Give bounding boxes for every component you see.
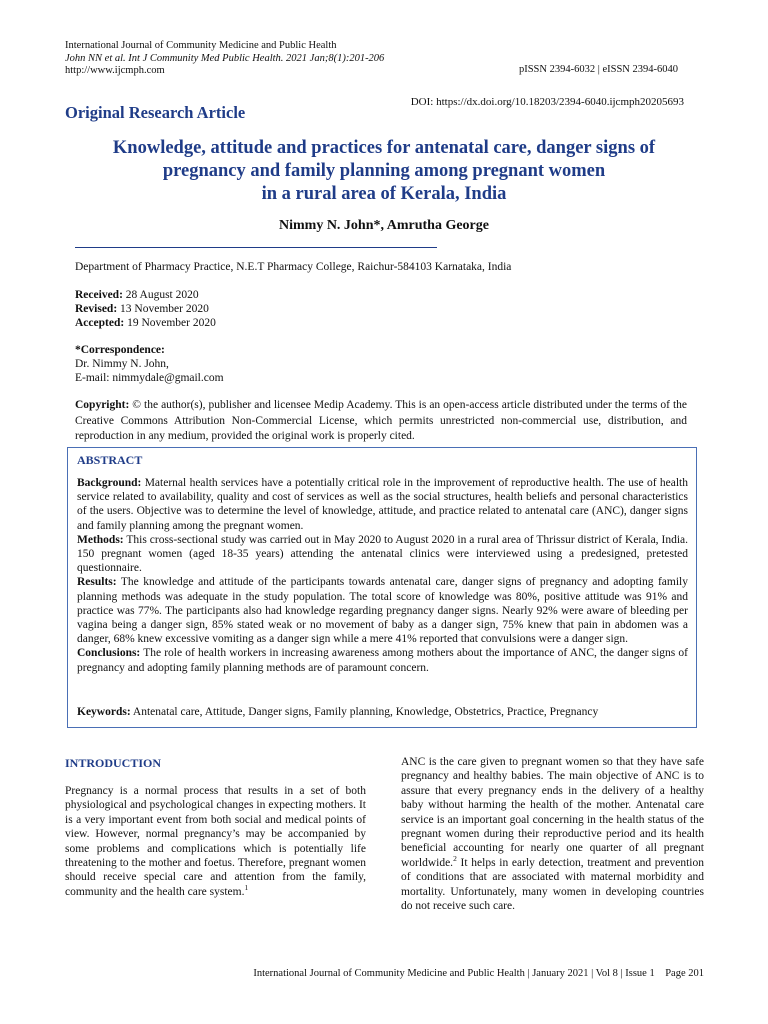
correspondence-email[interactable]: E-mail: nimmydale@gmail.com xyxy=(75,372,224,384)
article-title xyxy=(60,137,708,206)
authors: Nimmy N. John*, Amrutha George xyxy=(279,218,489,233)
abstract-background: Background: Maternal health services have a potentially critical role in the improvement of reproductive health. The use of health service related to availability, quality and cost of services as well as the social structures, health beliefs and personal characteristics of the users. Objective was to determine the level of knowledge, attitude, and practice related to antenatal care (ANC), danger signs and family planning among the pregnant women. xyxy=(77,477,688,532)
journal-name: International Journal of Community Medicine and Public Health xyxy=(65,40,337,51)
doi-link[interactable]: DOI: https://dx.doi.org/10.18203/2394-6040.ijcmph20205693 xyxy=(410,96,684,108)
journal-url[interactable]: http://www.ijcmph.com xyxy=(65,65,165,76)
revised-date: Revised: 13 November 2020 xyxy=(75,303,209,315)
title-rule xyxy=(75,247,437,248)
citation: John NN et al. Int J Community Med Public Health. 2021 Jan;8(1):201-206 xyxy=(65,52,385,64)
running-header xyxy=(65,40,384,78)
abstract-conclusions: Conclusions: The role of health workers in increasing awareness among mothers about the importance of ANC, the danger signs of pregnancy and adopting family planning methods are of paramount concern. xyxy=(77,647,688,674)
abstract-methods: Methods: This cross-sectional study was carried out in May 2020 to August 2020 in a rural area of Thrissur district of Kerala, India. 150 pregnant women (aged 18-35 years) attending the antenatal clinics were interviewed using a predesigned, pretested questionnaire. xyxy=(77,533,688,575)
title-line-1: Knowledge, attitude and practices for antenatal care, danger signs of xyxy=(112,138,656,158)
keywords: Keywords: Antenatal care, Attitude, Danger signs, Family planning, Knowledge, Obstetrics, Practice, Pregnancy xyxy=(77,706,599,718)
citation-ref[interactable]: 1 xyxy=(244,883,249,893)
affiliation: Department of Pharmacy Practice, N.E.T Pharmacy College, Raichur-584103 Karnataka, India xyxy=(75,261,512,273)
introduction-heading: INTRODUCTION xyxy=(65,756,162,770)
received-date: Received: 28 August 2020 xyxy=(75,289,199,301)
issn: pISSN 2394-6032 | eISSN 2394-6040 xyxy=(518,64,678,75)
abstract-text xyxy=(77,476,688,675)
correspondence-label: *Correspondence: xyxy=(75,344,165,356)
intro-right-column: ANC is the care given to pregnant women so that they have safe pregnancy and healthy babies. The main objective of ANC is to assure that every pregnancy ends in the delivery of a healthy baby without harming the health of the mother. Antenatal care service is an important goal concerning in the health status of the pregnant women during their reproductive period and its health beneficial accounting for nearly one quarter of all pregnant worldwide.$^2$ It helps in early detection, treatment and prevention of conditions that are associated with maternal morbidity and mortality. Unfortunately, many women in developing countries do not receive such care. xyxy=(401,756,704,913)
correspondence-block xyxy=(75,343,224,385)
dates-block xyxy=(75,288,216,330)
title-line-3: in a rural area of Kerala, India xyxy=(261,184,507,204)
page-footer: International Journal of Community Medicine and Public Health | January 2021 | Vol 8 | Issue 1 Page 201 xyxy=(253,968,704,979)
intro-left-column: Pregnancy is a normal process that results in a set of both physiological and psychological changes in expecting mothers. It is a very important event from both social and medical points of view. However, normal pregnancy’s may be accompanied by some problems and complications which is potentially life threatening to the mother and foetus. Therefore, pregnant women should receive special care and attention from the family, community and the health care system.$^1$ xyxy=(65,785,366,898)
abstract-heading: ABSTRACT xyxy=(77,453,143,467)
abstract-results: Results: The knowledge and attitude of the participants towards antenatal care, danger signs of pregnancy and adopting family planning methods was adequate in the study population. The total score of knowledge was 80%, positive attitude was 91% and practice was 77%. The participants also had knowledge regarding pregnancy danger signs. Nearly 92% were aware of bleeding per vagina being a danger sign, 85% stated weak or no movement of baby as a danger sign, 75% knew that pain in abdomen was a danger, 68% knew excessive vomiting as a danger sign while a mere 41% reported that convulsions were a danger sign. xyxy=(77,576,688,646)
copyright-notice: Copyright: © the author(s), publisher and licensee Medip Academy. This is an open-access article distributed under the terms of the Creative Commons Attribution Non-Commercial License, which permits unrestricted non-commercial use, distribution, and reproduction in any medium, provided the original work is properly cited. xyxy=(75,399,687,442)
citation-ref[interactable]: 2 xyxy=(453,854,457,864)
title-line-2: pregnancy and family planning among pregnant women xyxy=(162,161,606,181)
correspondence-name: Dr. Nimmy N. John, xyxy=(75,358,169,370)
article-type: Original Research Article xyxy=(65,103,246,122)
accepted-date: Accepted: 19 November 2020 xyxy=(75,317,216,329)
